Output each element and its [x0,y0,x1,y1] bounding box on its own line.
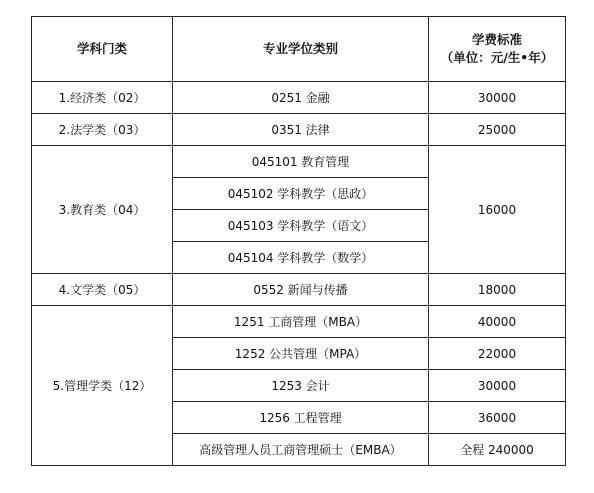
program-cell: 045104 学科教学（数学） [173,242,429,274]
fee-cell: 18000 [429,274,566,306]
table-row [32,114,566,146]
fee-cell: 30000 [429,370,566,402]
fee-cell: 16000 [429,146,566,274]
program-cell: 045103 学科教学（语文） [173,210,429,242]
header-tuition-unit: （单位：元/生•年） [440,50,554,65]
program-cell: 高级管理人员工商管理硕士（EMBA） [173,434,429,466]
program-cell: 045102 学科教学（思政） [173,178,429,210]
discipline-cell: 1.经济类（02） [32,82,173,114]
table-row [32,274,566,306]
program-cell: 0351 法律 [173,114,429,146]
program-cell: 1252 公共管理（MPA） [173,338,429,370]
program-cell: 0251 金融 [173,82,429,114]
fee-cell: 30000 [429,82,566,114]
header-tuition-standard [429,17,566,82]
discipline-cell: 2.法学类（03） [32,114,173,146]
program-cell: 1253 会计 [173,370,429,402]
header-discipline: 学科门类 [32,17,173,82]
discipline-cell: 3.教育类（04） [32,146,173,274]
table-row [32,146,566,178]
program-cell: 0552 新闻与传播 [173,274,429,306]
discipline-cell: 5.管理学类（12） [32,306,173,466]
header-row [32,17,566,82]
discipline-cell: 4.文学类（05） [32,274,173,306]
program-cell: 1251 工商管理（MBA） [173,306,429,338]
fee-cell: 36000 [429,402,566,434]
fee-cell: 40000 [429,306,566,338]
tuition-fee-table [31,16,566,466]
fee-cell: 25000 [429,114,566,146]
header-degree-category: 专业学位类别 [173,17,429,82]
table-row [32,82,566,114]
fee-cell: 全程 240000 [429,434,566,466]
table-row [32,306,566,338]
header-tuition-title: 学费标准 [471,32,522,47]
fee-cell: 22000 [429,338,566,370]
program-cell: 1256 工程管理 [173,402,429,434]
program-cell: 045101 教育管理 [173,146,429,178]
